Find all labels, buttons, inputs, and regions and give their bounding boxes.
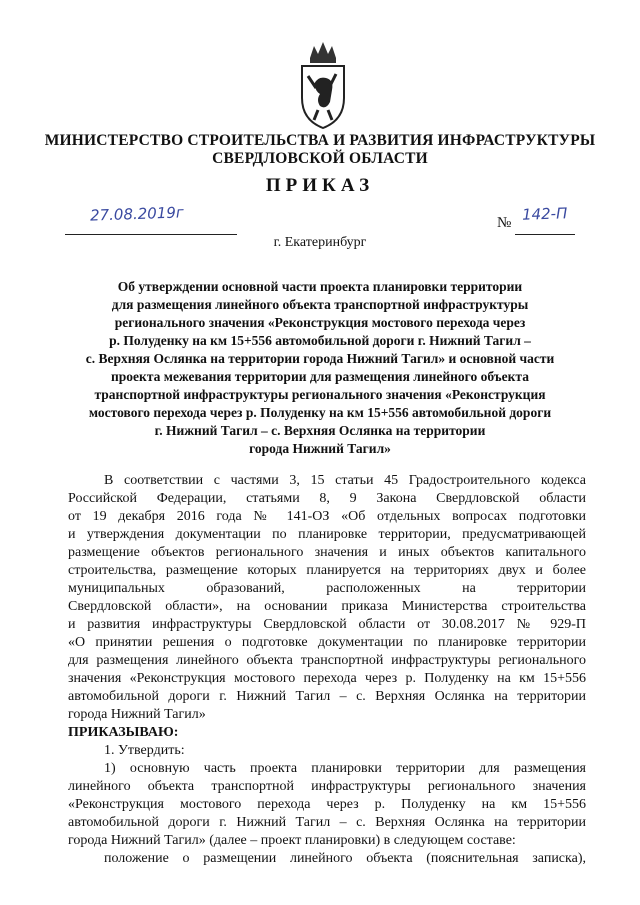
subject-line: для размещения линейного объекта транспортной инфраструктуры — [111, 297, 529, 312]
body-line: строительства, размещение которых планируется на территориях двух и более — [68, 563, 586, 578]
subject-line: мостового перехода через р. Полуденку на км 15+556 автомобильной дороги — [88, 405, 552, 420]
body-line: 1) основную часть проекта планировки территории для размещения — [104, 761, 586, 776]
order-subject — [60, 278, 580, 458]
ministry-name-line2: СВЕРДЛОВСКОЙ ОБЛАСТИ — [212, 150, 428, 167]
subject-line: регионального значения «Реконструкция мостового перехода через — [114, 315, 526, 330]
body-line: автомобильной дороги г. Нижний Тагил – с. Верхняя Ослянка на территории — [68, 815, 586, 830]
subject-line: Об утверждении основной части проекта планировки территории — [117, 279, 523, 294]
subject-line: р. Полуденку на км 15+556 автомобильной дороги г. Нижний Тагил – — [109, 333, 531, 348]
body-line: линейного объекта транспортной инфраструктуры регионального значения — [68, 779, 586, 794]
body-line: Российской Федерации, статьями 8, 9 Закона Свердловской области — [68, 491, 586, 506]
document-title: ПРИКАЗ — [265, 175, 375, 196]
body-line: автомобильной дороги г. Нижний Тагил – с. Верхняя Ослянка на территории — [68, 689, 586, 704]
body-line: и развития инфраструктуры Свердловской области от 30.08.2017 № 929-П — [68, 617, 586, 632]
body-line: и утверждения документации по планировке территории, предусматривающей — [68, 527, 586, 542]
ministry-name-line1: МИНИСТЕРСТВО СТРОИТЕЛЬСТВА И РАЗВИТИЯ ИНФРАСТРУКТУРЫ — [44, 132, 596, 149]
body-line: от 19 декабря 2016 года № 141-ОЗ «Об отдельных вопросах подготовки — [68, 509, 586, 524]
number-handwritten: 142-П — [521, 204, 568, 224]
body-line: 1. Утвердить: — [104, 743, 185, 758]
body-line: В соответствии с частями 3, 15 статьи 45 Градостроительного кодекса — [104, 473, 586, 488]
body-line: «О принятии решения о подготовке документации по планировке территории — [68, 635, 586, 650]
body-line: муниципальных образований, расположенных на территории — [68, 581, 586, 596]
body-line: ПРИКАЗЫВАЮ: — [68, 725, 179, 740]
body-line: значения «Реконструкция мостового перехода через р. Полуденку на км 15+556 — [68, 671, 586, 686]
order-body — [68, 472, 586, 868]
body-line: города Нижний Тагил» (далее – проект планировки) в следующем составе: — [68, 833, 516, 848]
subject-line: г. Нижний Тагил – с. Верхняя Ослянка на территории — [154, 423, 486, 438]
body-line: размещение объектов регионального значения и иных объектов капитального — [68, 545, 586, 560]
body-line: «Реконструкция мостового перехода через р. Полуденку на км 15+556 — [68, 797, 586, 812]
subject-line: города Нижний Тагил» — [249, 441, 391, 456]
number-label: № — [497, 215, 512, 231]
subject-line: проекта межевания территории для размещения линейного объекта — [111, 369, 529, 384]
body-line: города Нижний Тагил» — [68, 707, 206, 722]
city: г. Екатеринбург — [273, 235, 367, 250]
subject-line: с. Верхняя Ослянка на территории города Нижний Тагил» и основной части — [85, 351, 555, 366]
body-line: положение о размещении линейного объекта (пояснительная записка), — [104, 851, 586, 866]
date-handwritten: 27.08.2019г — [89, 203, 185, 225]
subject-line: транспортной инфраструктуры регионального значения «Реконструкция — [94, 387, 546, 402]
coat-of-arms-icon — [296, 40, 350, 130]
body-line: Свердловской области», на основании приказа Министерства строительства — [68, 599, 586, 614]
body-line: для размещения линейного объекта транспортной инфраструктуры регионального — [68, 653, 586, 668]
